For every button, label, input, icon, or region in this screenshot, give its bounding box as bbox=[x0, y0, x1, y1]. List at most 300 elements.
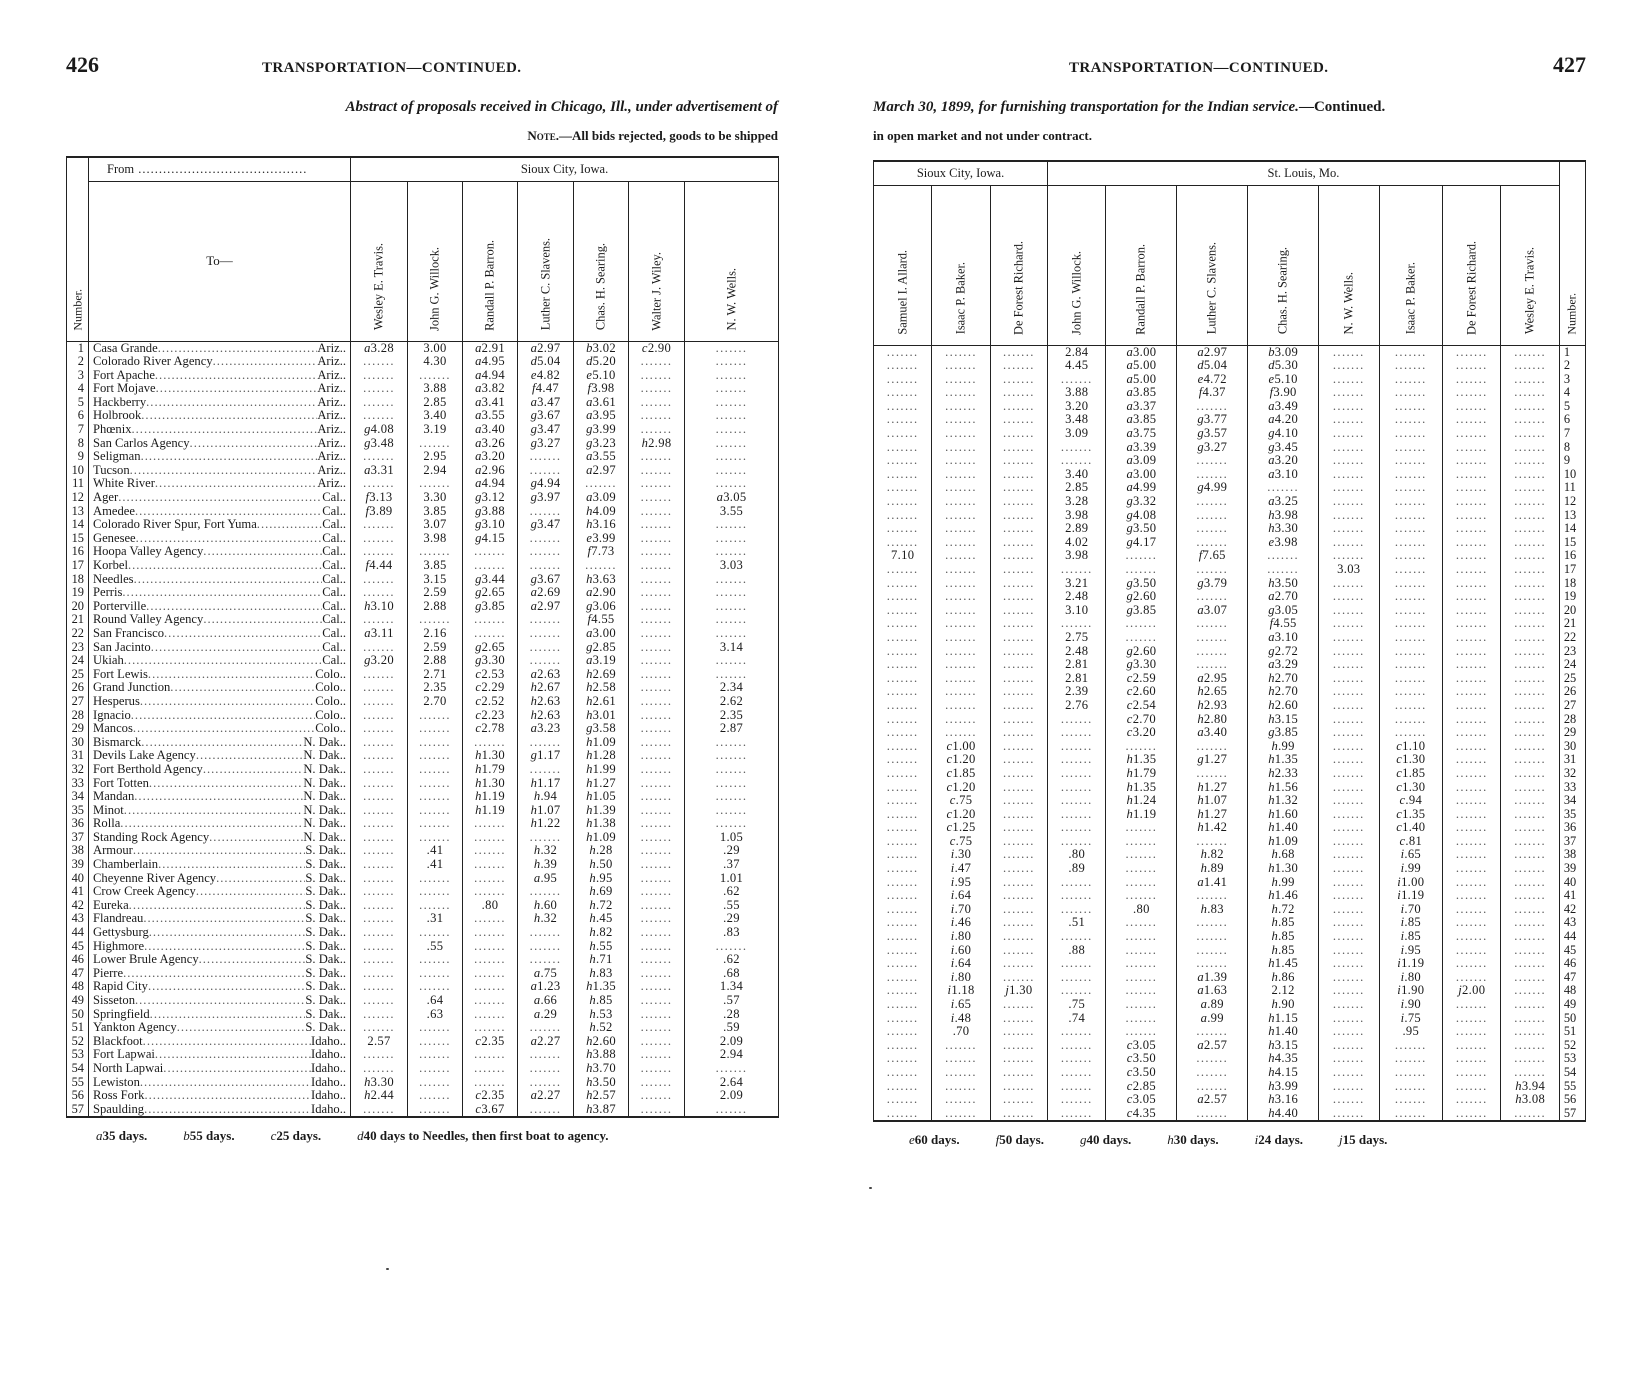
row-number: 36 bbox=[1559, 821, 1585, 835]
destination bbox=[93, 505, 350, 519]
empty-bid-cell: ....... bbox=[1177, 767, 1248, 781]
destination-name: San Jacinto bbox=[93, 640, 151, 654]
bid-cell: 2.85 bbox=[408, 396, 463, 410]
destination-name: Fort Lewis bbox=[93, 667, 148, 681]
bid-cell: f4.44 bbox=[351, 559, 408, 573]
row-number: 44 bbox=[1559, 930, 1585, 944]
bid-cell: h.53 bbox=[574, 1008, 629, 1022]
table-row bbox=[874, 835, 1586, 849]
bid-cell: h1.27 bbox=[1177, 781, 1248, 795]
destination-name: Fort Totten bbox=[93, 776, 149, 790]
bid-cell: i.65 bbox=[1379, 848, 1443, 862]
table-row bbox=[67, 1062, 779, 1076]
empty-bid-cell: ....... bbox=[463, 858, 518, 872]
empty-bid-cell: ....... bbox=[351, 409, 408, 423]
empty-bid-cell: ....... bbox=[874, 522, 932, 536]
bid-cell: h.72 bbox=[574, 899, 629, 913]
empty-bid-cell: ....... bbox=[1443, 876, 1501, 890]
row-number: 18 bbox=[1559, 577, 1585, 591]
empty-bid-cell: ....... bbox=[351, 763, 408, 777]
bid-cell: 3.48 bbox=[1048, 413, 1106, 427]
table-row bbox=[67, 709, 779, 723]
row-number: 40 bbox=[67, 872, 89, 886]
empty-bid-cell: ....... bbox=[1443, 821, 1501, 835]
empty-bid-cell: ....... bbox=[351, 804, 408, 818]
bid-cell: 2.12 bbox=[1248, 984, 1319, 998]
destination bbox=[93, 831, 350, 845]
empty-bid-cell: ....... bbox=[874, 441, 932, 455]
left-running-head bbox=[66, 52, 778, 92]
bid-cell: h1.07 bbox=[518, 804, 574, 818]
row-number: 56 bbox=[1559, 1093, 1585, 1107]
bid-cell: 3.85 bbox=[408, 559, 463, 573]
empty-bid-cell: ....... bbox=[1177, 522, 1248, 536]
bidder-header bbox=[1319, 185, 1379, 345]
bid-cell: d5.30 bbox=[1248, 359, 1319, 373]
empty-bid-cell: ....... bbox=[1319, 740, 1379, 754]
bid-cell: a3.40 bbox=[1177, 726, 1248, 740]
empty-bid-cell: ....... bbox=[629, 1021, 685, 1035]
empty-bid-cell: ....... bbox=[629, 953, 685, 967]
bid-cell: a3.19 bbox=[574, 654, 629, 668]
bid-cell: g3.30 bbox=[463, 654, 518, 668]
bid-cell: 1.34 bbox=[685, 980, 779, 994]
bid-cell: g3.10 bbox=[463, 518, 518, 532]
bid-cell: a3.28 bbox=[351, 341, 408, 355]
destination-cell bbox=[89, 790, 351, 804]
bid-cell: g4.15 bbox=[463, 532, 518, 546]
leader-dots bbox=[177, 1021, 306, 1035]
empty-bid-cell: ....... bbox=[1106, 930, 1177, 944]
note-text: —All bids rejected, goods to be shipped bbox=[559, 128, 778, 143]
bid-cell: 7.10 bbox=[874, 549, 932, 563]
empty-bid-cell: ....... bbox=[1443, 1093, 1501, 1107]
bid-cell: .83 bbox=[685, 926, 779, 940]
destination-name: San Francisco bbox=[93, 626, 164, 640]
table-row bbox=[67, 953, 779, 967]
row-number: 1 bbox=[67, 341, 89, 355]
empty-bid-cell: ....... bbox=[874, 495, 932, 509]
leader-dots bbox=[209, 831, 303, 845]
bid-cell: e3.98 bbox=[1248, 536, 1319, 550]
row-number: 13 bbox=[67, 505, 89, 519]
empty-bid-cell: ....... bbox=[990, 781, 1047, 795]
empty-bid-cell: ....... bbox=[1501, 903, 1559, 917]
row-number: 35 bbox=[1559, 808, 1585, 822]
destination-cell bbox=[89, 844, 351, 858]
empty-bid-cell: ....... bbox=[685, 450, 779, 464]
bid-cell: h3.70 bbox=[574, 1062, 629, 1076]
bid-cell: h3.98 bbox=[1248, 509, 1319, 523]
empty-bid-cell: ....... bbox=[351, 641, 408, 655]
bidder-header bbox=[932, 185, 990, 345]
bid-cell: g3.48 bbox=[351, 437, 408, 451]
empty-bid-cell: ....... bbox=[1048, 781, 1106, 795]
bid-cell: g2.60 bbox=[1106, 645, 1177, 659]
leader-dots bbox=[144, 1089, 311, 1103]
destination-cell bbox=[89, 559, 351, 573]
empty-bid-cell: ....... bbox=[629, 790, 685, 804]
table-row bbox=[67, 736, 779, 750]
empty-bid-cell: ....... bbox=[932, 495, 990, 509]
empty-bid-cell: ....... bbox=[1379, 468, 1443, 482]
table-row bbox=[874, 495, 1586, 509]
bidder-header-label: Luther C. Slavens. bbox=[1204, 242, 1219, 335]
empty-bid-cell: ....... bbox=[463, 926, 518, 940]
leader-dots bbox=[135, 994, 305, 1008]
empty-bid-cell: ....... bbox=[629, 858, 685, 872]
destination-cell bbox=[89, 872, 351, 886]
bidder-header-label: Randall P. Barron. bbox=[482, 239, 497, 331]
empty-bid-cell: ....... bbox=[874, 808, 932, 822]
destination-state: Idaho.. bbox=[311, 1034, 346, 1048]
empty-bid-cell: ....... bbox=[1501, 373, 1559, 387]
footnote-text: 30 days. bbox=[1173, 1132, 1219, 1148]
destination-state: Cal.. bbox=[322, 599, 346, 613]
empty-bid-cell: ....... bbox=[518, 885, 574, 899]
empty-bid-cell: ....... bbox=[351, 994, 408, 1008]
empty-bid-cell: ....... bbox=[1501, 821, 1559, 835]
bid-cell: h2.58 bbox=[574, 681, 629, 695]
empty-bid-cell: ....... bbox=[351, 1048, 408, 1062]
empty-bid-cell: ....... bbox=[351, 736, 408, 750]
bid-cell: c1.35 bbox=[1379, 808, 1443, 822]
table-row bbox=[874, 889, 1586, 903]
empty-bid-cell: ....... bbox=[685, 355, 779, 369]
row-number: 24 bbox=[67, 654, 89, 668]
bid-cell: a.99 bbox=[1177, 1012, 1248, 1026]
bidder-header-label: Walter J. Wiley. bbox=[649, 251, 663, 331]
empty-bid-cell: ....... bbox=[874, 685, 932, 699]
table-row bbox=[874, 672, 1586, 686]
bid-cell: 2.64 bbox=[685, 1076, 779, 1090]
destination-state: Cal.. bbox=[322, 586, 346, 600]
destination bbox=[93, 654, 350, 668]
bidder-header bbox=[1501, 185, 1559, 345]
empty-bid-cell: ....... bbox=[990, 359, 1047, 373]
bid-cell: f4.37 bbox=[1177, 386, 1248, 400]
bid-cell: 3.88 bbox=[408, 382, 463, 396]
table-row bbox=[67, 831, 779, 845]
bid-cell: c1.85 bbox=[1379, 767, 1443, 781]
destination bbox=[93, 545, 350, 559]
destination-state: Cal.. bbox=[322, 531, 346, 545]
empty-bid-cell: ....... bbox=[874, 998, 932, 1012]
row-number: 6 bbox=[67, 409, 89, 423]
table-row bbox=[874, 454, 1586, 468]
empty-bid-cell: ....... bbox=[518, 953, 574, 967]
empty-bid-cell: ....... bbox=[1443, 386, 1501, 400]
table-row bbox=[67, 559, 779, 573]
empty-bid-cell: ....... bbox=[990, 957, 1047, 971]
empty-bid-cell: ....... bbox=[1106, 835, 1177, 849]
bid-cell: i.46 bbox=[932, 916, 990, 930]
destination-name: San Carlos Agency bbox=[93, 436, 190, 450]
empty-bid-cell: ....... bbox=[1443, 617, 1501, 631]
empty-bid-cell: ....... bbox=[685, 423, 779, 437]
empty-bid-cell: ....... bbox=[629, 641, 685, 655]
empty-bid-cell: ....... bbox=[990, 549, 1047, 563]
empty-bid-cell: ....... bbox=[1501, 590, 1559, 604]
bid-cell: 2.09 bbox=[685, 1035, 779, 1049]
bid-cell: 3.40 bbox=[408, 409, 463, 423]
destination-name: Porterville bbox=[93, 599, 147, 613]
empty-bid-cell: ....... bbox=[932, 699, 990, 713]
bid-cell: a3.23 bbox=[518, 722, 574, 736]
empty-bid-cell: ....... bbox=[351, 573, 408, 587]
empty-bid-cell: ....... bbox=[874, 1107, 932, 1122]
destination-state: S. Dak.. bbox=[305, 980, 346, 994]
destination-cell bbox=[89, 586, 351, 600]
row-number: 37 bbox=[1559, 835, 1585, 849]
empty-bid-cell: ....... bbox=[351, 355, 408, 369]
empty-bid-cell: ....... bbox=[1379, 441, 1443, 455]
empty-bid-cell: ....... bbox=[990, 563, 1047, 577]
empty-bid-cell: ....... bbox=[874, 1025, 932, 1039]
bid-cell: h.82 bbox=[574, 926, 629, 940]
destination bbox=[93, 926, 350, 940]
bid-cell: h2.33 bbox=[1248, 767, 1319, 781]
bid-cell: g4.10 bbox=[1248, 427, 1319, 441]
row-number: 15 bbox=[1559, 536, 1585, 550]
empty-bid-cell: ....... bbox=[1319, 971, 1379, 985]
empty-bid-cell: ....... bbox=[932, 441, 990, 455]
row-number: 9 bbox=[1559, 454, 1585, 468]
destination-state: S. Dak.. bbox=[305, 994, 346, 1007]
bid-cell: c1.20 bbox=[932, 808, 990, 822]
destination-name: Genesee bbox=[93, 531, 136, 545]
bid-cell: c.81 bbox=[1379, 835, 1443, 849]
bid-cell: h2.44 bbox=[351, 1089, 408, 1103]
empty-bid-cell: ....... bbox=[408, 736, 463, 750]
empty-bid-cell: ....... bbox=[408, 817, 463, 831]
row-number: 34 bbox=[67, 790, 89, 804]
destination-name: Crow Creek Agency bbox=[93, 885, 196, 899]
empty-bid-cell: ....... bbox=[932, 509, 990, 523]
empty-bid-cell: ....... bbox=[1177, 454, 1248, 468]
bid-cell: 3.09 bbox=[1048, 427, 1106, 441]
bid-cell: a3.09 bbox=[574, 491, 629, 505]
bid-cell: f4.55 bbox=[574, 613, 629, 627]
destination-cell bbox=[89, 355, 351, 369]
empty-bid-cell: ....... bbox=[351, 858, 408, 872]
row-number: 57 bbox=[67, 1103, 89, 1118]
empty-bid-cell: ....... bbox=[1443, 604, 1501, 618]
empty-bid-cell: ....... bbox=[685, 804, 779, 818]
bid-cell: h.90 bbox=[1248, 998, 1319, 1012]
destination-state: S. Dak.. bbox=[305, 885, 346, 899]
destination-state: Cal.. bbox=[322, 626, 346, 640]
destination-name: Eureka bbox=[93, 898, 129, 912]
bid-cell: h.39 bbox=[518, 858, 574, 872]
bid-cell: g3.58 bbox=[574, 722, 629, 736]
bid-cell: g4.99 bbox=[1177, 481, 1248, 495]
bid-cell: .80 bbox=[463, 899, 518, 913]
empty-bid-cell: ....... bbox=[351, 382, 408, 396]
empty-bid-cell: ....... bbox=[685, 940, 779, 954]
empty-bid-cell: ....... bbox=[874, 509, 932, 523]
leader-dots bbox=[196, 885, 306, 899]
bid-cell: g4.08 bbox=[1106, 509, 1177, 523]
empty-bid-cell: ....... bbox=[1379, 522, 1443, 536]
destination bbox=[93, 1062, 350, 1076]
row-number: 31 bbox=[1559, 753, 1585, 767]
row-number: 44 bbox=[67, 926, 89, 940]
destination-state: Idaho.. bbox=[311, 1089, 346, 1103]
table-row bbox=[67, 341, 779, 355]
empty-bid-cell: ....... bbox=[629, 912, 685, 926]
empty-bid-cell: ....... bbox=[685, 437, 779, 451]
empty-bid-cell: ....... bbox=[1177, 563, 1248, 577]
empty-bid-cell: ....... bbox=[1379, 373, 1443, 387]
destination-cell bbox=[89, 505, 351, 519]
bid-cell: i1.90 bbox=[1379, 984, 1443, 998]
bid-cell: 2.84 bbox=[1048, 345, 1106, 359]
table-row bbox=[874, 427, 1586, 441]
leader-dots bbox=[129, 899, 306, 913]
empty-bid-cell: ....... bbox=[518, 641, 574, 655]
table-row bbox=[67, 1103, 779, 1118]
empty-bid-cell: ....... bbox=[1443, 1107, 1501, 1122]
bid-cell: 3.03 bbox=[1319, 563, 1379, 577]
empty-bid-cell: ....... bbox=[1319, 1080, 1379, 1094]
destination-name: Gettysburg bbox=[93, 926, 149, 940]
bid-cell: h4.15 bbox=[1248, 1066, 1319, 1080]
empty-bid-cell: ....... bbox=[1443, 454, 1501, 468]
bid-cell: c1.20 bbox=[932, 753, 990, 767]
destination-state: Ariz.. bbox=[317, 477, 346, 491]
destination-name: Holbrook bbox=[93, 409, 142, 423]
empty-bid-cell: ....... bbox=[1443, 631, 1501, 645]
table-row bbox=[67, 396, 779, 410]
empty-bid-cell: ....... bbox=[1319, 930, 1379, 944]
destination bbox=[93, 994, 350, 1008]
empty-bid-cell: ....... bbox=[1443, 549, 1501, 563]
empty-bid-cell: ....... bbox=[1379, 1093, 1443, 1107]
table-row bbox=[874, 1012, 1586, 1026]
empty-bid-cell: ....... bbox=[351, 749, 408, 763]
empty-bid-cell: ....... bbox=[1048, 876, 1106, 890]
empty-bid-cell: ....... bbox=[1106, 916, 1177, 930]
bid-cell: 3.10 bbox=[1048, 604, 1106, 618]
bid-cell: g2.65 bbox=[463, 586, 518, 600]
bid-cell: i.47 bbox=[932, 862, 990, 876]
footnote bbox=[271, 1128, 322, 1144]
leader-dots bbox=[141, 736, 303, 750]
empty-bid-cell: ....... bbox=[1048, 835, 1106, 849]
empty-bid-cell: ....... bbox=[1177, 495, 1248, 509]
table-row bbox=[874, 848, 1586, 862]
table-row bbox=[67, 844, 779, 858]
empty-bid-cell: ....... bbox=[629, 396, 685, 410]
destination-cell bbox=[89, 885, 351, 899]
empty-bid-cell: ....... bbox=[1443, 468, 1501, 482]
destination-state: Cal.. bbox=[322, 504, 346, 518]
empty-bid-cell: ....... bbox=[518, 613, 574, 627]
empty-bid-cell: ....... bbox=[1501, 1039, 1559, 1053]
empty-bid-cell: ....... bbox=[874, 1066, 932, 1080]
empty-bid-cell: ....... bbox=[1501, 740, 1559, 754]
empty-bid-cell: ....... bbox=[629, 1035, 685, 1049]
row-number: 2 bbox=[67, 355, 89, 369]
leader-dots bbox=[148, 980, 305, 994]
leader-dots bbox=[124, 804, 304, 818]
bidder-header-label: Isaac P. Baker. bbox=[1403, 262, 1418, 335]
destination-state: Ariz.. bbox=[317, 355, 346, 369]
empty-bid-cell: ....... bbox=[1048, 794, 1106, 808]
bid-cell: g3.88 bbox=[463, 505, 518, 519]
bid-cell: 2.35 bbox=[685, 709, 779, 723]
destination-name: Standing Rock Agency bbox=[93, 830, 210, 844]
empty-bid-cell: ....... bbox=[351, 681, 408, 695]
empty-bid-cell: ....... bbox=[874, 1052, 932, 1066]
destination-cell bbox=[89, 967, 351, 981]
bid-cell: h.45 bbox=[574, 912, 629, 926]
bid-cell: f7.73 bbox=[574, 545, 629, 559]
bid-cell: 2.35 bbox=[408, 681, 463, 695]
empty-bid-cell: ....... bbox=[990, 1093, 1047, 1107]
destination-name: North Lapwai bbox=[93, 1061, 164, 1075]
row-number: 25 bbox=[1559, 672, 1585, 686]
bid-cell: h2.93 bbox=[1177, 699, 1248, 713]
empty-bid-cell: ....... bbox=[1319, 617, 1379, 631]
empty-bid-cell: ....... bbox=[1443, 726, 1501, 740]
empty-bid-cell: ....... bbox=[629, 1076, 685, 1090]
destination bbox=[93, 1089, 350, 1103]
bidder-header bbox=[1248, 185, 1319, 345]
bid-cell: h2.63 bbox=[518, 695, 574, 709]
empty-bid-cell: ....... bbox=[408, 872, 463, 886]
row-number: 52 bbox=[67, 1035, 89, 1049]
destination-state: Idaho.. bbox=[311, 1102, 346, 1116]
empty-bid-cell: ....... bbox=[932, 1052, 990, 1066]
table-row bbox=[874, 645, 1586, 659]
destination-cell bbox=[89, 926, 351, 940]
empty-bid-cell: ....... bbox=[874, 1093, 932, 1107]
destination-state: Cal.. bbox=[322, 491, 346, 505]
empty-bid-cell: ....... bbox=[932, 713, 990, 727]
bidder-header-label: N. W. Wells. bbox=[724, 268, 738, 331]
destination-cell bbox=[89, 641, 351, 655]
destination bbox=[93, 1103, 350, 1117]
bid-cell: a3.20 bbox=[1248, 454, 1319, 468]
empty-bid-cell: ....... bbox=[351, 1008, 408, 1022]
empty-bid-cell: ....... bbox=[1501, 400, 1559, 414]
empty-bid-cell: ....... bbox=[629, 709, 685, 723]
empty-bid-cell: ....... bbox=[1501, 1052, 1559, 1066]
bid-cell: a3.25 bbox=[1248, 495, 1319, 509]
empty-bid-cell: ....... bbox=[1177, 645, 1248, 659]
empty-bid-cell: ....... bbox=[629, 545, 685, 559]
table-row bbox=[874, 740, 1586, 754]
bid-cell: 2.87 bbox=[685, 722, 779, 736]
empty-bid-cell: ....... bbox=[990, 672, 1047, 686]
destination bbox=[93, 844, 350, 858]
bid-cell: 2.70 bbox=[408, 695, 463, 709]
empty-bid-cell: ....... bbox=[629, 872, 685, 886]
empty-bid-cell: ....... bbox=[1443, 848, 1501, 862]
table-row bbox=[874, 345, 1586, 359]
empty-bid-cell: ....... bbox=[1501, 685, 1559, 699]
row-number: 23 bbox=[1559, 645, 1585, 659]
empty-bid-cell: ....... bbox=[629, 423, 685, 437]
empty-bid-cell: ....... bbox=[1048, 740, 1106, 754]
table-row bbox=[874, 903, 1586, 917]
bidder-header bbox=[574, 181, 629, 341]
table-row bbox=[874, 726, 1586, 740]
bid-cell: 3.30 bbox=[408, 491, 463, 505]
empty-bid-cell: ....... bbox=[932, 427, 990, 441]
